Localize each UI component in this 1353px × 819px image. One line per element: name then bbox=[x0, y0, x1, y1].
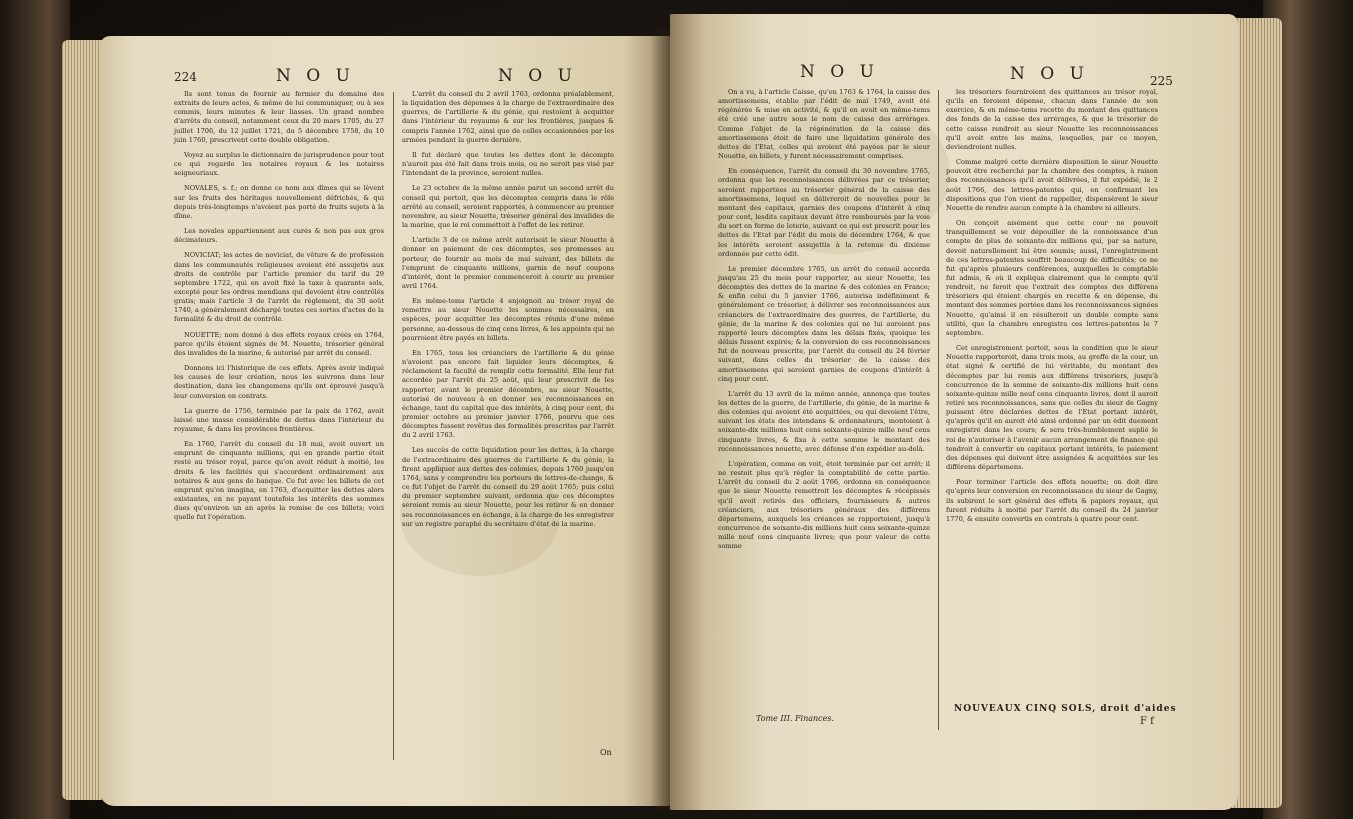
column-rule bbox=[938, 90, 939, 730]
paragraph: L'arrêt du 13 avril de la même année, annonça que toutes les dettes de la guerre, de l'artillerie, du génie, de la marine & des colonies qui avoient été acquittées, ou qui devoient l'être, suivant les états des intendans & ordonnateurs, montoient à soixante-dix millions huit cens soixante-quinze mille neuf cens cinquante livres, & fixa à cette somme le montant des reconnoissances nouette, avec défense d'en expédier au-delà. bbox=[718, 389, 930, 453]
running-head: N O U bbox=[276, 66, 355, 86]
paragraph: Donnons ici l'historique de ces effets. Après avoir indiqué les causes de leur création, nous les suivrons dans leur destination, dans les changemens qu'ils ont éprouvé jusqu'à leur conversion en contrats. bbox=[174, 364, 384, 400]
signature-mark: F f bbox=[1140, 716, 1154, 727]
paragraph: En conséquence, l'arrêt du conseil du 30 novembre 1765, ordonna que les reconnoissances délivrées par ce trésorier, seroient rapportées au trésorier général de la caisse des amortissemens, lequel en délivreroit de nouvelles pour le montant des capitaux, garnies des coupons d'intérêt à cinq pour cent, lesdits capitaux devant être remboursés par la voie du sort en forme de loterie, suivant ce qui est prescrit pour les dettes de l'Etat par l'édit du mois de décembre 1764, & que les intérêts seroient assujettis à la retenue du dixième ordonnée par cette édit. bbox=[718, 167, 930, 258]
paragraph: Ils sont tenus de fournir au fermier du domaine des extraits de leurs actes, & même de lui communiquer, ou à ses commis, leurs minutes & leur liasses. Un grand nombre d'arrêts du conseil, notamment ceux du 20 mars 1705, du 27 juillet 1706, du 12 juillet 1721, du 5 décembre 1758, du 10 juin 1760, prescrivent cette double obligation. bbox=[174, 90, 384, 144]
paragraph: Cet enregistrement portoit, sous la condition que le sieur Nouette rapporteroit, dans trois mois, au greffe de la cour, un état signé & certifié de lui véritable, du montant des décomptes par lui remis aux différens trésoriers, jusqu'à concurrence de la somme de soixante-dix millions huit cens soixante-quinze mille neuf cens cinquante livres, dont il auroit retiré ses reconnoissances, sans que celles du sieur de Gagny puissent être déclarées dettes de l'Etat portant intérêt, qu'après qu'il en auroit été ainsi ordonné par un édit duement enregistré dans les cours; & sera très-humblement suplié le roi de n'autoriser à l'avenir aucun arrangement de finance qui tendroit à convertir en capitaux portant intérêts, le paiement des dépenses qui doivent être assignées & acquittées sur les différens départemens. bbox=[946, 344, 1158, 472]
text-column-right bbox=[946, 88, 1158, 706]
running-head: N O U bbox=[800, 62, 879, 82]
page-edges-left bbox=[62, 40, 102, 800]
page-number: 224 bbox=[174, 70, 197, 84]
section-heading: NOUVEAUX CINQ SOLS, droit d'aides bbox=[954, 704, 1177, 714]
right-page bbox=[670, 14, 1238, 810]
page-edges-right bbox=[1232, 18, 1282, 808]
left-page bbox=[100, 36, 670, 806]
text-column-right bbox=[402, 90, 614, 770]
paragraph: Les novales appartiennent aux curés & non pas aux gros décimateurs. bbox=[174, 227, 384, 245]
paragraph: L'opération, comme on voit, étoit terminée par cet arrêt; il ne restoit plus qu'à régler la comptabilité de cette partie. L'arrêt du conseil du 2 août 1766, ordonna en conséquence que le sieur Nouette remettroit les décomptes & récépissés qu'il avoit retirés des officiers, fournisseurs & autres créanciers, aux trésoriers généraux des différens départemens, auxquels les créances se rapportoient, jusqu'à concurrence de soixante-dix millions huit cens soixante-quinze mille neuf cens cinquante livres; que pour valeur de cette somme bbox=[718, 459, 930, 551]
paragraph: NOVALES, s. f.; on donne ce nom aux dîmes qui se lèvent sur les fruits des héritages nouvellement défrichés, & qui depuis très-longtemps n'avoient pas porté de fruits sujets à la dîme. bbox=[174, 184, 384, 220]
paragraph: Les succès de cette liquidation pour les dettes, à la charge de l'extraordinaire des guerres de l'artillerie & du génie, la firent appliquer aux dettes des colonies, depuis 1760 jusqu'en 1764, sans y comprendre les porteurs de lettres-de-change, & ce fut l'objet de l'arrêt du conseil du 29 août 1765; puis celui du premier septembre suivant, ordonna que ces décomptes seroient remis au sieur Nouette, pour les retirer & en donner ses reconnoissances en échange, à la charge de les enregistrer sur un registre paraphé du secrétaire d'état de la marine. bbox=[402, 446, 614, 528]
paragraph: On conçoit aisément que cette cour ne pouvoit tranquillement se voir dépouiller de la connoissance d'un compte de plus de soixante-dix millions qui, par sa nature, devoit naturellement lui être soumis; aussi, l'enregistrement de ces lettres-patentes souffrit beaucoup de difficultés; ce ne fut qu'après plusieurs conférences, auxquelles le comptable fut admis, & où il expliqua clairement que le compte qu'il rendroit, ne feroit que l'extrait des comptes des différens trésoriers qui étoient chargés en recette & en dépense, du montant des sommes portées dans les reconnoissances signées Nouette, qu'ainsi il en résulteroit un double compte sans utilité, que la chambre enregistra ces lettres-patentes le 7 septembre. bbox=[946, 219, 1158, 337]
page-number: 225 bbox=[1150, 74, 1173, 88]
paragraph: On a vu, à l'article Caisse, qu'en 1763 & 1764, la caisse des amortissemens, établie par l'édit de mai 1749, avoit été régénérée & mise en activité, & qu'il en avoit en même-tems été créé une autre sous le nom de caisse des arrérages. Comme l'objet de la régénération de la caisse des amortissemens étoit de faire une liquidation générale des dettes de l'Etat, celles qui avoient été payées par le sieur Nouette, en billets, y furent nécessairement comprises. bbox=[718, 88, 930, 161]
column-rule bbox=[393, 92, 394, 760]
paragraph: En même-tems l'article 4 enjoignoit au trésor royal de remettre au sieur Nouette les sommes nécessaires, en espèces, pour acquitter les décomptes réunis d'une même personne, au-dessous de cinq cens livres, & les appoints qui ne pourroient être payés en billets. bbox=[402, 297, 614, 342]
paragraph: Pour terminer l'article des effets nouette; on doit dire qu'après leur conversion en reconnoissance du sieur de Gagny, ils subirent le sort général des effets & papiers royaux, qui furent réduits à moitié par l'arrêt du conseil du 24 janvier 1770, & ensuite convertis en contrats à quatre pour cent. bbox=[946, 478, 1158, 523]
paragraph: Le premier décembre 1765, un arrêt du conseil accorda jusqu'au 25 du mois pour rapporter, au sieur Nouette, les décomptes des dettes de la marine & des colonies en France; & enfin celui du 5 janvier 1766, autorisa indéfiniment & généralement ce trésorier, à délivrer ses reconnoissances aux créanciers de l'extraordinaire des guerres, de l'artillerie, du génie, de la marine & des colonies qui ne lui auroient pas rapporté leurs décomptes dans les délais fixés, quoique les délais fussent expirés; & la conversion de ces reconnoissances fut de nouveau prescrite, par l'arrêt du conseil du 24 février suivant, dans celles du trésorier de la caisse des amortissemens qui seroient garnies de coupons d'intérêt à cinq pour cent. bbox=[718, 264, 930, 383]
paragraph: En 1760, l'arrêt du conseil du 18 mai, avoit ouvert un emprunt de cinquante millions, qui en grande partie étoit resté au trésor royal, parce qu'on avoit réduit à moitié, les droits & les facilités qui s'accordent ordinairement aux notaires & aux gens de banque. Ce fut avec les billets de cet emprunt qu'on imagina, en 1763, d'acquitter les dettes alors existantes, en ne payant toutefois les intérêts des sommes dues qu'environ un an après la remise de ces billets; voici quelle fut l'opération. bbox=[174, 440, 384, 522]
text-column-left bbox=[718, 88, 930, 716]
running-head: N O U bbox=[498, 66, 577, 86]
paragraph: Comme malgré cette dernière disposition le sieur Nouette pouvoit être recherché par la chambre des comptes, à raison des reconnoissances qu'il avoit délivrées, il fut expédié, le 2 août 1766, des lettres-patentes qui, en confirmant les dispositions que l'on vient de rappeller, dispensèrent le sieur Nouette de rendre aucun compte à la chambre ni ailleurs. bbox=[946, 158, 1158, 212]
paragraph: NOUETTE; nom donné à des effets royaux créés en 1764, parce qu'ils étoient signés de M. Nouette, trésorier général des invalides de la marine, & autorisé par arrêt du conseil. bbox=[174, 330, 384, 357]
catchword: On bbox=[600, 748, 612, 757]
running-head: N O U bbox=[1010, 64, 1089, 84]
paragraph: NOVICIAT; les actes de noviciat, de vêture & de profession dans les communautés religieuses avoient été assujetis aux droits de contrôle par l'article premier du tarif du 29 septembre 1722, qui en avoit fixé la taxe à quarante sols, excepté pour les ordres mendians qui devoient être contrôlés gratis; mais l'article 3 de l'arrêt de règlement, du 30 août 1740, a généralement déchargé toutes ces sortes d'actes de la formalité & du droit de contrôle. bbox=[174, 251, 384, 324]
paragraph: Le 23 octobre de la même année parut un second arrêt du conseil qui portoit, que les décomptes compris dans le rôle arrêté au conseil, seroient rapportés, à commencer au premier novembre, au sieur Nouette, trésorier général des invalides de la marine, que le roi commettoit à l'effet de les retirer. bbox=[402, 184, 614, 230]
paragraph: La guerre de 1756, terminée par la paix de 1762, avoit laissé une masse considérable de dettes dans l'intérieur du royaume, & dans les provinces frontières. bbox=[174, 406, 384, 433]
paragraph: En 1765, tous les créanciers de l'artillerie & du génie n'avoient pas encore fait liquider leurs décomptes, & réclamoient la faculté de remplir cette formalité. Elle leur fut accordée par l'arrêt du 25 août, qui leur prescrivit de les rapporter, avant le premier décembre, au sieur Nouette, autorisé de nouveau à en donner ses reconnoissances en échange, tant du capital que des intérêts, à cinq pour cent, du premier octobre au premier janvier 1766, pourvu que ces décomptes fussent revêtus des formalités prescrites par l'arrêt du 2 avril 1763. bbox=[402, 348, 614, 440]
paragraph: L'article 3 de ce même arrêt autorisoit le sieur Nouette à donner en paiement de ces décomptes, ses promesses au porteur, de fournir au mois de mai suivant, des billets de l'emprunt de cinquante millions, garnis de neuf coupons d'intérêt, dont le premier commenceroit à courir au premier avril 1764. bbox=[402, 236, 614, 290]
paragraph: les trésoriers fourniroient des quittances au trésor royal, qu'ils en feroient dépense, chacun dans l'année de son exercice, & en même-tems recette du montant des quittances des fonds de la caisse des arrérages, & que le trésorier de cette caisse rendroit au sieur Nouette les reconnoissances qu'il avoit entre les mains, lesquelles, par ce moyen, deviendroient nulles. bbox=[946, 88, 1158, 151]
paragraph: Voyez au surplus le dictionnaire de jurisprudence pour tout ce qui regarde les notaires royaux & les notaires seigneuriaux. bbox=[174, 150, 384, 178]
book-cover-left bbox=[0, 0, 70, 819]
paragraph: Il fut déclaré que toutes les dettes dont le décompte n'auroit pas été fait dans trois mois, ou ne seroit pas visé par l'intendant de la province, seroient nulles. bbox=[402, 150, 614, 178]
paragraph: L'arrêt du conseil du 2 avril 1763, ordonna préalablement, la liquidation des dépenses à la charge de l'extraordinaire des guerres, de l'artillerie & du génie, qui restoient à acquitter dans l'intérieur du royaume & sur les frontières, jusques & compris l'année 1762, ainsi que de celles occasionnées par les armées pendant la guerre dernière. bbox=[402, 90, 614, 144]
page-footer: Tome III. Finances. bbox=[756, 714, 835, 723]
text-column-left bbox=[174, 90, 384, 770]
